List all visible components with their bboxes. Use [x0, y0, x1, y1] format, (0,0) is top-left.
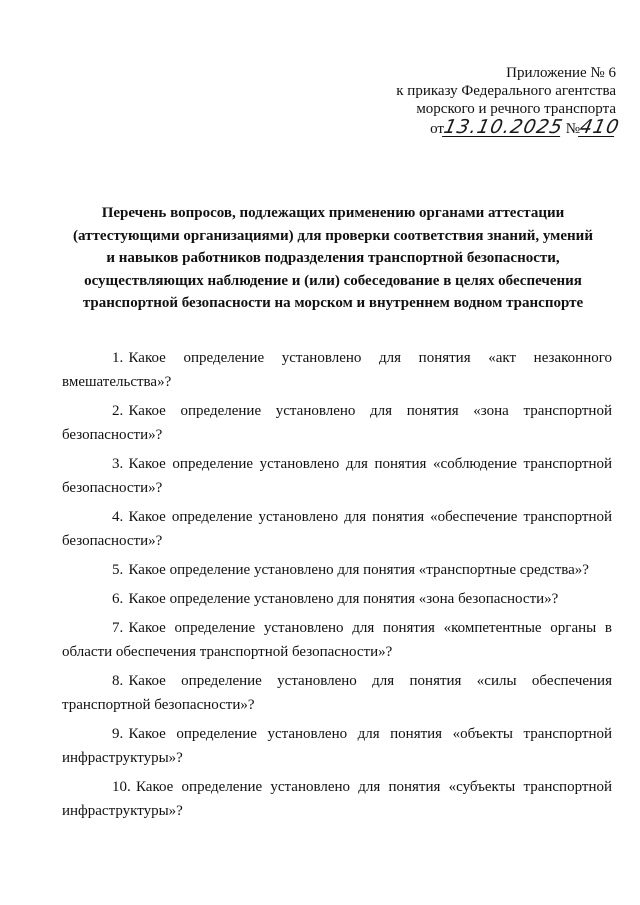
question-number: 1. [112, 350, 124, 366]
question-item [62, 722, 612, 770]
question-item [62, 616, 612, 664]
question-text: Какое определение установлено для понятия «субъекты транспортной инфраструктуры»? [62, 779, 612, 819]
order-number-handwritten: 410 [577, 116, 622, 138]
question-item [62, 346, 612, 394]
document-title: Перечень вопросов, подлежащих применению органами аттестации (аттестующими организациями) для проверки соответствия знаний, умений и навыков работников подразделения транспортной безопасности, осуществляющих наблюдение и (или) собеседование в целях обеспечения транспортной безопасности на морском и внутреннем водном транспорте [73, 205, 593, 311]
appendix-agency-name: морского и речного транспорта [416, 101, 616, 117]
question-list [62, 346, 612, 828]
question-number: 10. [112, 779, 131, 795]
question-item [62, 452, 612, 500]
question-text: Какое определение установлено для понятия «транспортные средства»? [128, 562, 589, 578]
question-number: 5. [112, 562, 124, 578]
order-from-label: от [430, 121, 444, 137]
question-number: 9. [112, 726, 124, 742]
question-text: Какое определение установлено для понятия «акт незаконного вмешательства»? [62, 350, 612, 390]
question-number: 7. [112, 620, 124, 636]
question-item [62, 669, 612, 717]
appendix-number: Приложение № 6 [506, 65, 616, 81]
question-number: 4. [112, 509, 124, 525]
question-text: Какое определение установлено для понятия «соблюдение транспортной безопасности»? [62, 456, 612, 496]
question-number: 8. [112, 673, 124, 689]
order-date-number-line [316, 116, 622, 138]
order-number-label: № [565, 121, 580, 137]
question-item [62, 505, 612, 553]
order-date-handwritten: 13.10.2025 [441, 116, 566, 138]
question-item [62, 558, 612, 582]
question-text: Какое определение установлено для понятия «компетентные органы в области обеспечения транспортной безопасности»? [62, 620, 612, 660]
question-number: 6. [112, 591, 124, 607]
question-item [62, 399, 612, 447]
question-item [62, 587, 612, 611]
question-text: Какое определение установлено для понятия «зона безопасности»? [128, 591, 559, 607]
question-text: Какое определение установлено для понятия «объекты транспортной инфраструктуры»? [62, 726, 612, 766]
question-text: Какое определение установлено для понятия «обеспечение транспортной безопасности»? [62, 509, 612, 549]
question-text: Какое определение установлено для понятия «силы обеспечения транспортной безопасности»? [62, 673, 612, 713]
question-number: 3. [112, 456, 124, 472]
appendix-header [316, 64, 622, 138]
appendix-order-reference: к приказу Федерального агентства [396, 83, 616, 99]
question-number: 2. [112, 403, 124, 419]
question-text: Какое определение установлено для понятия «зона транспортной безопасности»? [62, 403, 612, 443]
question-item [62, 775, 612, 823]
